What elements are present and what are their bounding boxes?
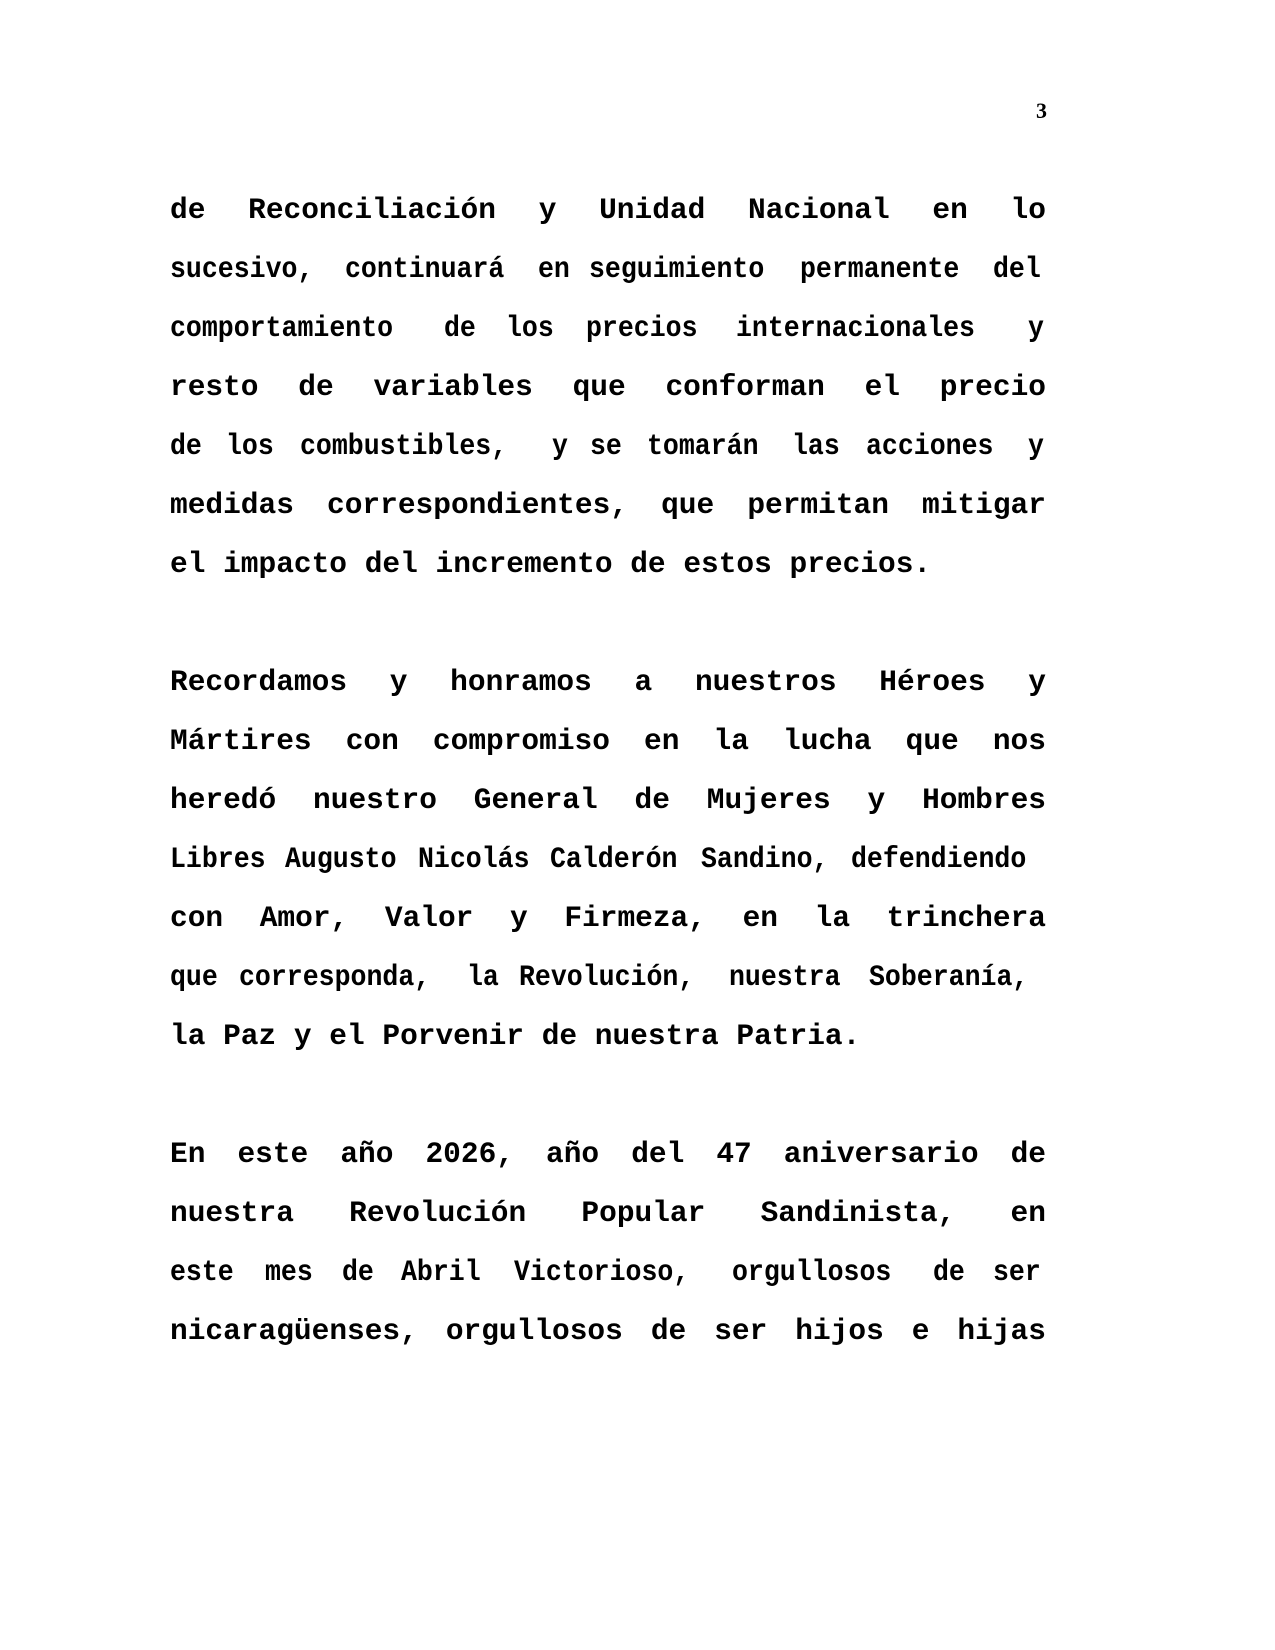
word: En [170,1136,206,1171]
text-line [170,829,1046,888]
word: nuestra [594,1018,719,1053]
word: la [467,959,500,994]
word: y [551,428,568,463]
paragraph [170,1124,1046,1360]
word: de [341,1254,374,1289]
word: en [644,723,680,758]
word: permanente [799,251,960,286]
word: nuestros [694,664,837,699]
text-line [170,888,1046,947]
word: los [506,310,555,345]
word: heredó [170,782,277,817]
word: de [170,428,202,463]
word: Héroes [879,664,986,699]
text-line [170,357,1046,416]
text-line [170,1242,1046,1301]
word: ser [714,1313,768,1348]
word: lucha [783,723,872,758]
word: nuestra [170,1195,294,1230]
word: hijos [795,1313,884,1348]
word: que [572,369,626,404]
word: este [170,1254,234,1289]
word: Soberanía, [868,959,1029,994]
word: de [634,782,670,817]
word: y [1028,310,1045,345]
word: lo [1010,192,1046,227]
word: Amor, [259,900,349,935]
text-line [170,947,1046,1006]
text-line [170,239,1046,298]
word: tomarán [646,428,759,463]
word: nuestra [729,959,841,994]
text-line [170,1006,1046,1065]
word: se [590,428,623,463]
word: Revolución [349,1195,527,1230]
word: del [631,1136,685,1171]
word: 2026, [425,1136,514,1171]
word: e [911,1313,930,1348]
text-line [170,180,1046,239]
text-line [170,1301,1046,1360]
word: de [541,1018,578,1053]
document-body [170,180,1046,1360]
word: trinchera [886,900,1046,935]
word: permitan [747,487,889,522]
word: corresponda, [238,959,431,994]
word: defendiendo [851,841,1027,876]
word: compromiso [432,723,610,758]
word: nos [992,723,1046,758]
word: Reconciliación [248,192,496,227]
word: medidas [170,487,294,522]
text-line [170,711,1046,770]
word: comportamiento [170,310,394,345]
word: y [1028,428,1045,463]
word: continuará [345,251,505,286]
text-line [170,416,1046,475]
paragraph-gap [170,593,1046,652]
word: Nacional [748,192,890,227]
word: mes [264,1254,313,1289]
text-line [170,475,1046,534]
word: Patria. [736,1018,861,1053]
word: año [340,1136,394,1171]
word: de [444,310,477,345]
word: acciones [865,428,994,463]
word: hijas [957,1313,1046,1348]
word: y [293,1018,312,1053]
word: incremento [435,546,613,581]
word: los [226,428,275,463]
word: conforman [665,369,825,404]
word: variables [373,369,533,404]
word: internacionales [736,310,976,345]
word: Victorioso, [513,1254,689,1289]
word: Mártires [170,723,312,758]
word: Hombres [922,782,1046,817]
word: y [1028,664,1046,699]
page-number: 3 [1036,98,1047,123]
word: el [329,1018,365,1053]
word: Sandino, [700,841,829,876]
text-line [170,1183,1046,1242]
word: 47 [716,1136,752,1171]
text-line [170,652,1046,711]
word: en [932,192,968,227]
word: honramos [450,664,592,699]
word: Porvenir [382,1018,524,1053]
word: el [170,546,206,581]
word: del [992,251,1041,286]
word: ser [992,1254,1041,1289]
word: con [345,723,399,758]
word: y [510,900,528,935]
paragraph [170,652,1046,1065]
word: en [742,900,778,935]
word: de [1010,1136,1046,1171]
word: de [933,1254,966,1289]
word: que [661,487,715,522]
word: del [364,546,418,581]
word: las [791,428,840,463]
word: Sandinista, [760,1195,956,1230]
word: Firmeza, [564,900,706,935]
word: aniversario [783,1136,979,1171]
word: Mujeres [706,782,831,817]
word: Nicolás [417,841,530,876]
word: resto [170,369,259,404]
word: orgullosos [445,1313,623,1348]
word: nuestro [313,782,437,817]
word: orgullosos [732,1254,892,1289]
word: precios [585,310,698,345]
word: la [814,900,851,935]
word: Abril [401,1254,481,1289]
word: combustibles, [300,428,508,463]
word: que [170,959,218,994]
word: Recordamos [170,664,348,699]
text-line [170,770,1046,829]
word: correspondientes, [327,487,628,522]
word: de [298,369,334,404]
word: Calderón [550,841,678,876]
word: en [1010,1195,1046,1230]
word: y [538,192,557,227]
word: precios. [789,546,932,581]
word: el [864,369,900,404]
word: General [473,782,598,817]
paragraph [170,180,1046,593]
word: de [170,192,206,227]
word: y [867,782,886,817]
word: Popular [581,1195,706,1230]
text-line [170,1124,1046,1183]
word: nicaragüenses, [170,1313,418,1348]
word: en [538,251,570,286]
word: de [650,1313,687,1348]
paragraph-gap [170,1065,1046,1124]
word: seguimiento [589,251,765,286]
word: Augusto [285,841,397,876]
text-line [170,534,1046,593]
word: la [713,723,749,758]
word: Libres [170,841,266,876]
word: este [237,1136,309,1171]
word: Unidad [599,192,706,227]
word: Paz [223,1018,277,1053]
word: impacto [223,546,348,581]
text-line [170,298,1046,357]
word: la [170,1018,206,1053]
word: de [630,546,666,581]
word: que [905,723,959,758]
word: precio [939,369,1046,404]
word: sucesivo, [170,251,314,286]
word: con [170,900,224,935]
word: a [634,664,653,699]
word: Valor [384,900,474,935]
word: año [546,1136,600,1171]
word: mitigar [922,487,1046,522]
word: y [389,664,408,699]
word: Revolución, [518,959,694,994]
word: estos [683,546,772,581]
